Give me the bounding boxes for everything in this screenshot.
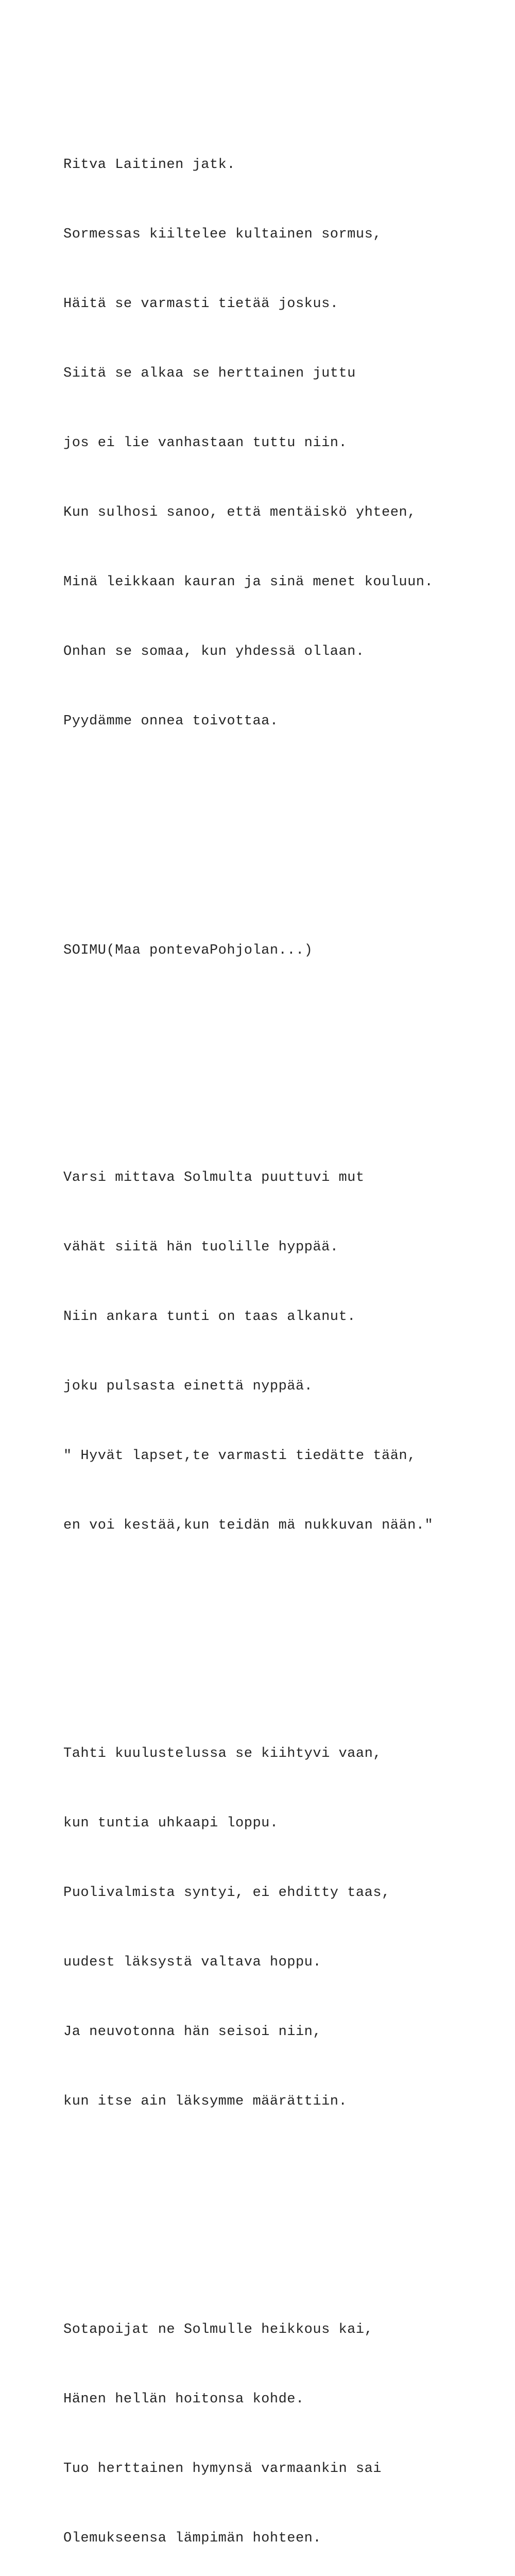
poem-line: jos ei lie vanhastaan tuttu niin. [63,435,348,451]
poem-line: " Hyvät lapset,te varmasti tiedätte tään, [63,1448,416,1464]
poem-line: Tahti kuulustelussa se kiihtyvi vaan, [63,1746,382,1761]
poem-line: Onhan se somaa, kun yhdessä ollaan. [63,644,365,659]
stanza-title [63,893,433,1009]
poem-line: uudest läksystä valtava hoppu. [63,1955,322,1970]
poem-line: Ja neuvotonna hän seisoi niin, [63,2024,322,2040]
poem-line: Siitä se alkaa se herttainen juttu [63,366,356,381]
stanza-1 [63,1120,433,1584]
poem-line: kun itse ain läksymme määrättiin. [63,2094,348,2109]
poem-line: Kun sulhosi sanoo, että mentäiskö yhteen, [63,505,416,520]
poem-line: Pyydämme onnea toivottaa. [63,714,279,729]
poem-text [63,61,433,2576]
section-title: SOIMU(Maa pontevaPohjolan...) [63,943,313,958]
poem-line: Niin ankara tunti on taas alkanut. [63,1309,356,1325]
poem-line: Olemukseensa lämpimän hohteen. [63,2531,322,2546]
heading-line: Ritva Laitinen jatk. [63,157,236,173]
poem-line: Sormessas kiiltelee kultainen sormus, [63,227,382,242]
poem-line: Minä leikkaan kauran ja sinä menet kouluun. [63,574,434,590]
poem-line: Hänen hellän hoitonsa kohde. [63,2392,304,2407]
stanza-intro [63,107,433,779]
poem-line: kun tuntia uhkaapi loppu. [63,1816,279,1831]
poem-line: en voi kestää,kun teidän mä nukkuvan nään." [63,1518,434,1533]
poem-line: Sotapoijat ne Solmulle heikkous kai, [63,2322,373,2337]
poem-line: vähät siitä hän tuolille hyppää. [63,1240,339,1255]
stanza-2 [63,1696,433,2160]
stanza-3 [63,2272,433,2576]
poem-line: Häitä se varmasti tietää joskus. [63,296,339,312]
poem-line: Puolivalmista syntyi, ei ehditty taas, [63,1885,390,1901]
poem-line: joku pulsasta einettä nyppää. [63,1379,313,1394]
poem-line: Tuo herttainen hymynsä varmaankin sai [63,2461,382,2477]
poem-line: Varsi mittava Solmulta puuttuvi mut [63,1170,365,1185]
